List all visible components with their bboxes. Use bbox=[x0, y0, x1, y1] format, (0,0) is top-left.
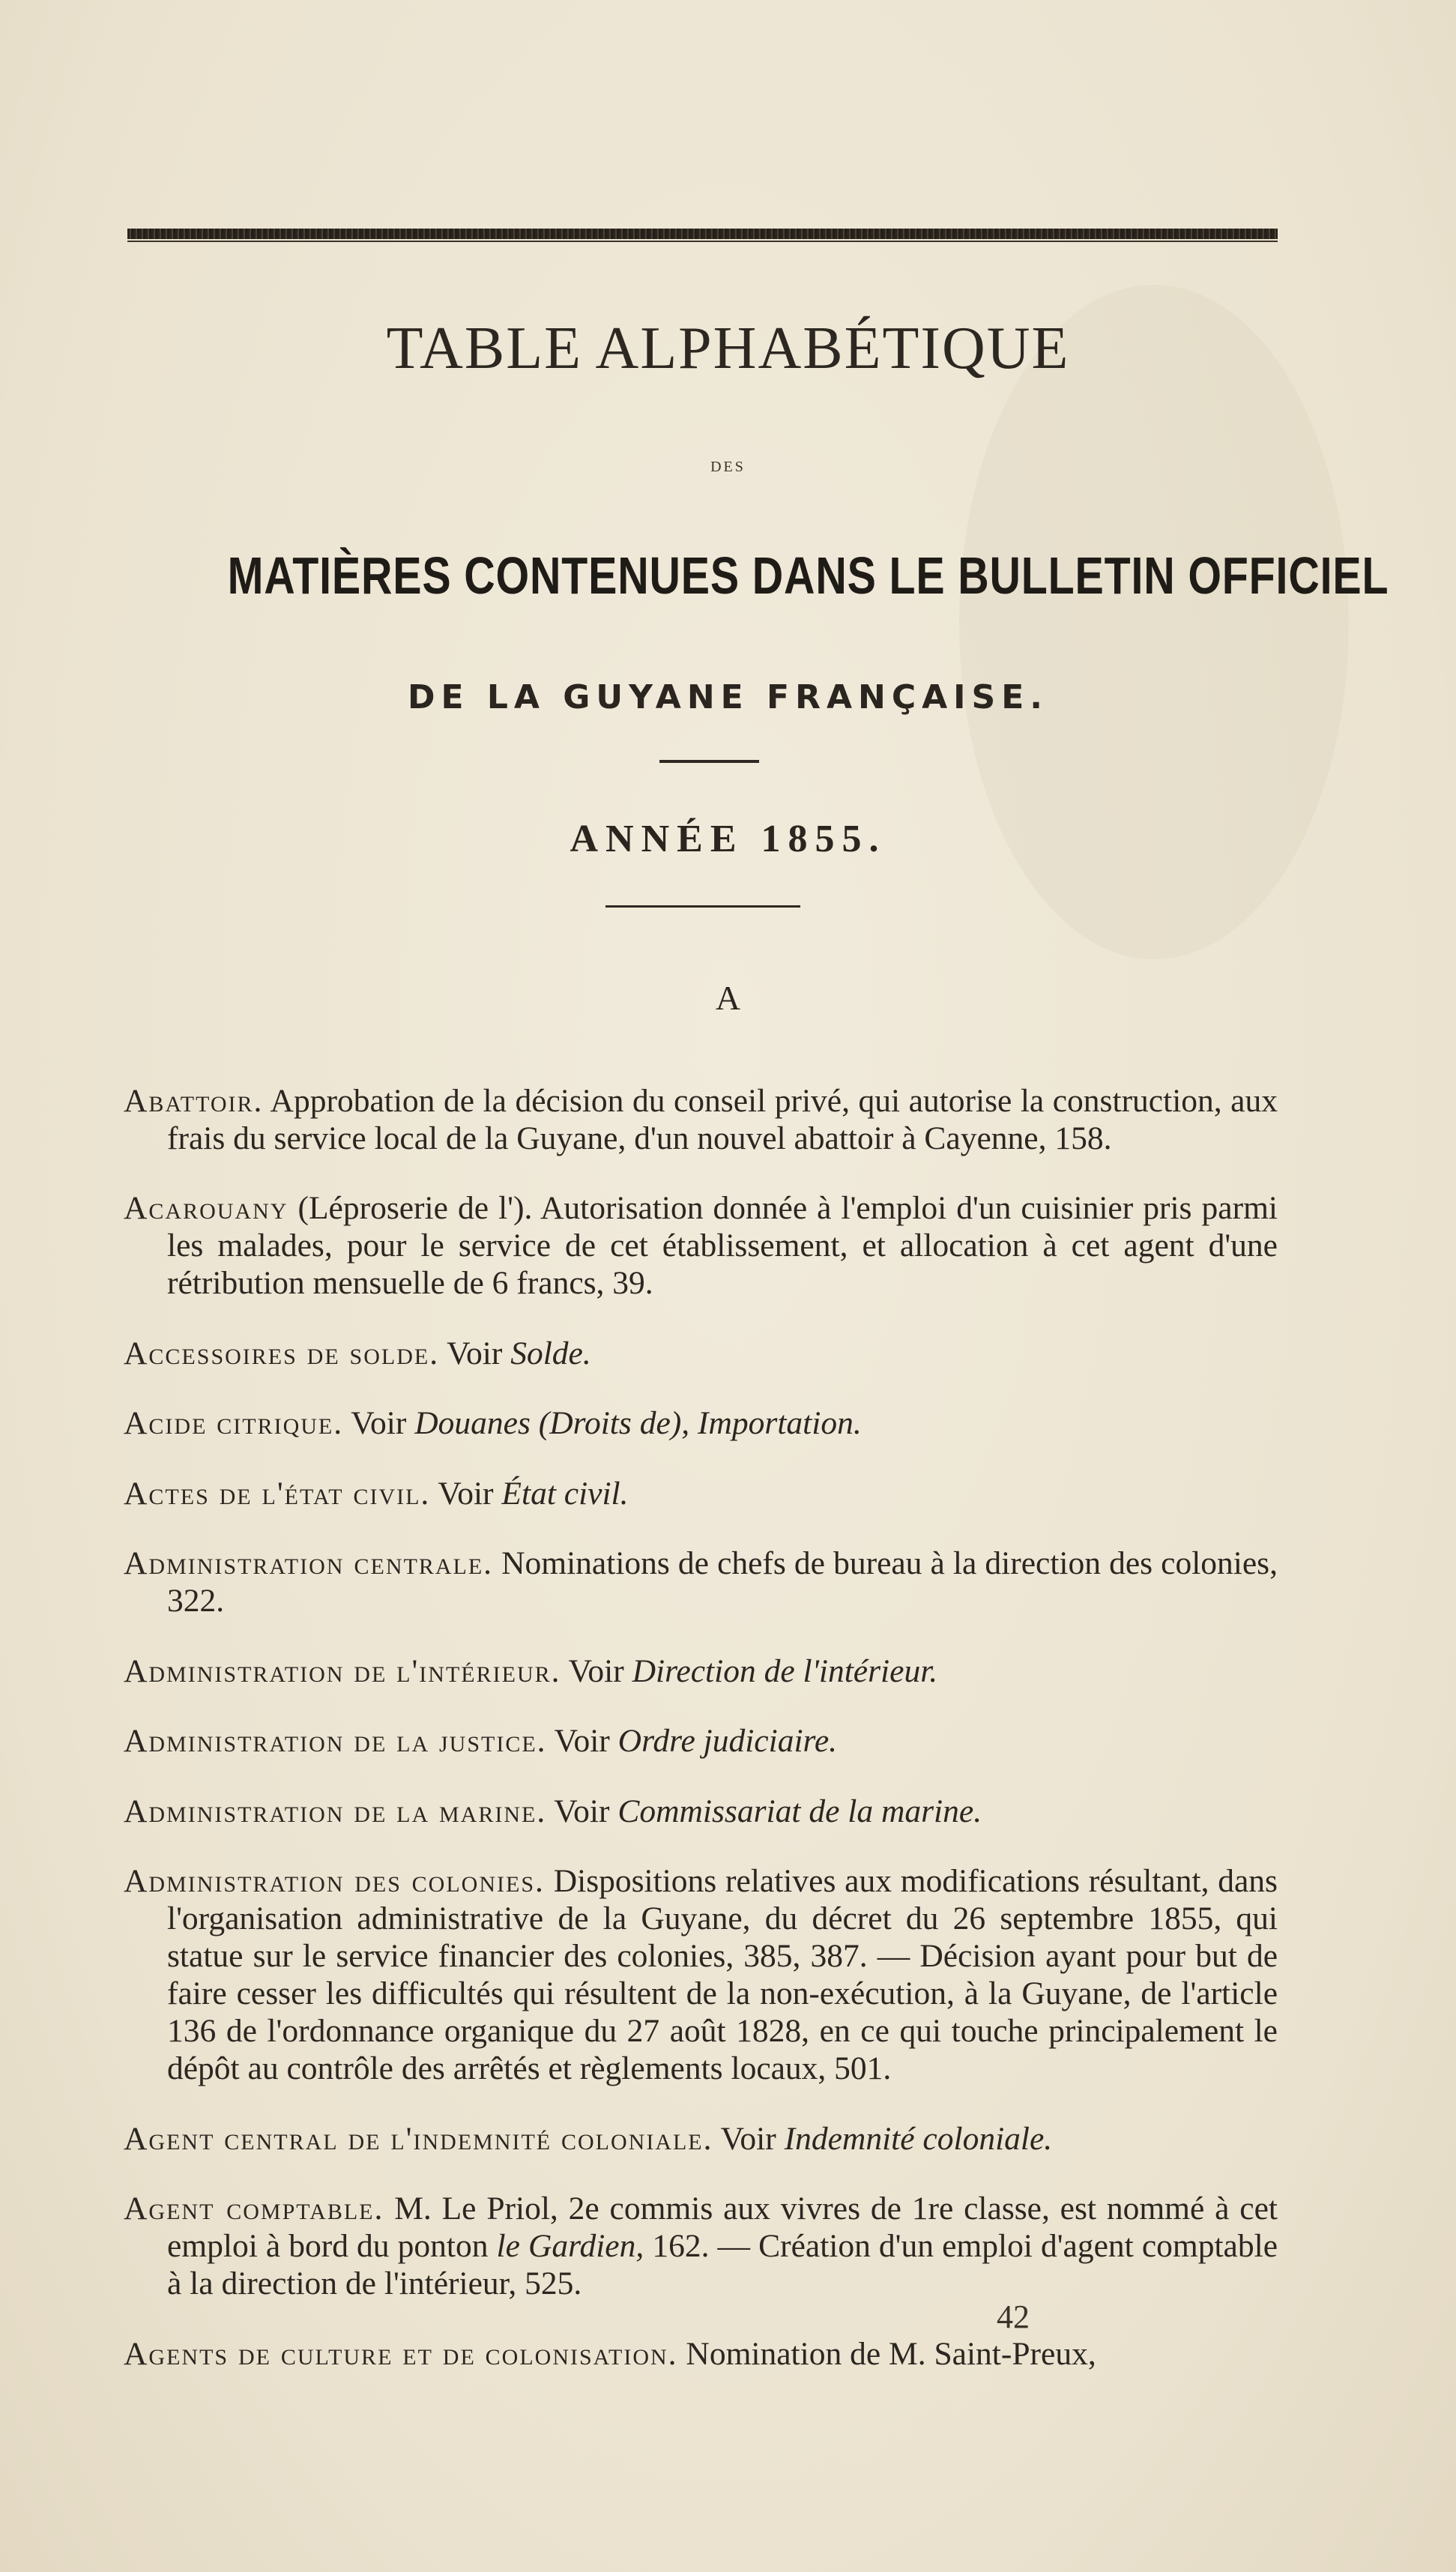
entry-reference: Commissariat de la marine. bbox=[617, 1793, 982, 1829]
entry-reference: Indemnité coloniale. bbox=[784, 2120, 1053, 2157]
index-entry bbox=[124, 1335, 1278, 1372]
entry-text: Dispositions relatives aux modifications résultant, dans l'organisation administrative de la Guyane, du décret du 26 septembre 1855, qui statue sur le service financier des colonies, 385, 387. — Décision ayant pour but de faire cesser les difficultés qui résultent de la non-exécution, à la Guyane, de l'article 136 de l'ordonnance organique du 27 août 1828, en ce qui touche principalement le dépôt au contrôle des arrêtés et règlements locaux, 501. bbox=[167, 1863, 1278, 2086]
page-subtitle: MATIÈRES CONTENUES DANS LE BULLETIN OFFICIEL bbox=[227, 546, 1389, 605]
index-entry bbox=[124, 2335, 1278, 2373]
entry-text: Voir bbox=[546, 1723, 618, 1759]
entry-text: Voir bbox=[561, 1652, 632, 1689]
year-heading: ANNÉE 1855. bbox=[570, 818, 886, 860]
entry-text: Voir bbox=[546, 1793, 618, 1829]
entry-head: Abattoir. bbox=[124, 1082, 264, 1119]
entry-head: Acarouany bbox=[124, 1190, 289, 1226]
divider-rule bbox=[605, 905, 800, 908]
top-decorative-rule bbox=[127, 229, 1278, 239]
entry-reference: État civil. bbox=[501, 1475, 629, 1512]
entry-text: (Léproserie de l'). Autorisation donnée à l'emploi d'un cuisinier pris parmi les malades, pour le service de cet établissement, et allocation à cet agent d'une rétribution mensuelle de 6 francs, 39. bbox=[167, 1190, 1278, 1301]
index-entry bbox=[124, 1793, 1278, 1830]
section-letter: A bbox=[715, 979, 741, 1017]
index-entry bbox=[124, 1722, 1278, 1760]
entry-head: Agent central de l'indemnité coloniale. bbox=[124, 2120, 713, 2157]
entry-head: Actes de l'état civil. bbox=[124, 1475, 431, 1512]
entry-text: Voir bbox=[439, 1335, 511, 1371]
page-title: TABLE ALPHABÉTIQUE bbox=[386, 316, 1070, 381]
entry-text: Approbation de la décision du conseil privé, qui autorise la construction, aux frais du service local de la Guyane, d'un nouvel abattoir à Cayenne, 158. bbox=[167, 1082, 1278, 1156]
entry-head: Administration des colonies. bbox=[124, 1863, 545, 1899]
entry-head: Acide citrique. bbox=[124, 1405, 344, 1441]
title-connector: DES bbox=[710, 459, 746, 475]
entry-reference: Douanes (Droits de), Importation. bbox=[414, 1405, 862, 1441]
entry-head: Accessoires de solde. bbox=[124, 1335, 440, 1371]
entry-reference: Ordre judiciaire. bbox=[617, 1723, 838, 1759]
entry-head: Administration de la marine. bbox=[124, 1793, 547, 1829]
page-number: 42 bbox=[997, 2298, 1030, 2335]
entry-head: Administration de l'intérieur. bbox=[124, 1652, 561, 1689]
entry-text: Nomination de M. Saint-Preux, bbox=[677, 2335, 1096, 2372]
entry-text-tail: 162. — Création d'un emploi d'agent comptable à la direction de l'intérieur, 525. bbox=[167, 2228, 1278, 2301]
entry-reference: Direction de l'intérieur. bbox=[632, 1652, 938, 1689]
index-entry bbox=[124, 1475, 1278, 1512]
entry-reference: le Gardien, bbox=[496, 2228, 644, 2264]
index-entry bbox=[124, 1404, 1278, 1442]
entry-head: Administration de la justice. bbox=[124, 1723, 547, 1759]
entry-text: Voir bbox=[713, 2120, 785, 2157]
entry-head: Agent comptable. bbox=[124, 2191, 384, 2227]
entry-text: Voir bbox=[430, 1475, 502, 1512]
entry-text: M. Le Priol, 2e commis aux vivres de 1re classe, est nommé à cet emploi à bord du ponton bbox=[167, 2191, 1278, 2264]
index-entry bbox=[124, 1189, 1278, 1302]
entry-head: Administration centrale. bbox=[124, 1545, 494, 1581]
page-subtitle-2: DE LA GUYANE FRANÇAISE. bbox=[407, 678, 1049, 716]
index-entries bbox=[124, 1049, 1278, 2388]
entry-text: Nominations de chefs de bureau à la direction des colonies, 322. bbox=[167, 1545, 1278, 1619]
entry-head: Agents de culture et de colonisation. bbox=[124, 2335, 678, 2372]
entry-text: Voir bbox=[343, 1405, 415, 1441]
index-entry bbox=[124, 1082, 1278, 1157]
index-entry bbox=[124, 1545, 1278, 1619]
index-entry bbox=[124, 2120, 1278, 2158]
index-entry bbox=[124, 1652, 1278, 1690]
index-entry bbox=[124, 2190, 1278, 2302]
index-entry bbox=[124, 1862, 1278, 2087]
entry-reference: Solde. bbox=[510, 1335, 591, 1371]
divider-rule bbox=[659, 760, 759, 763]
